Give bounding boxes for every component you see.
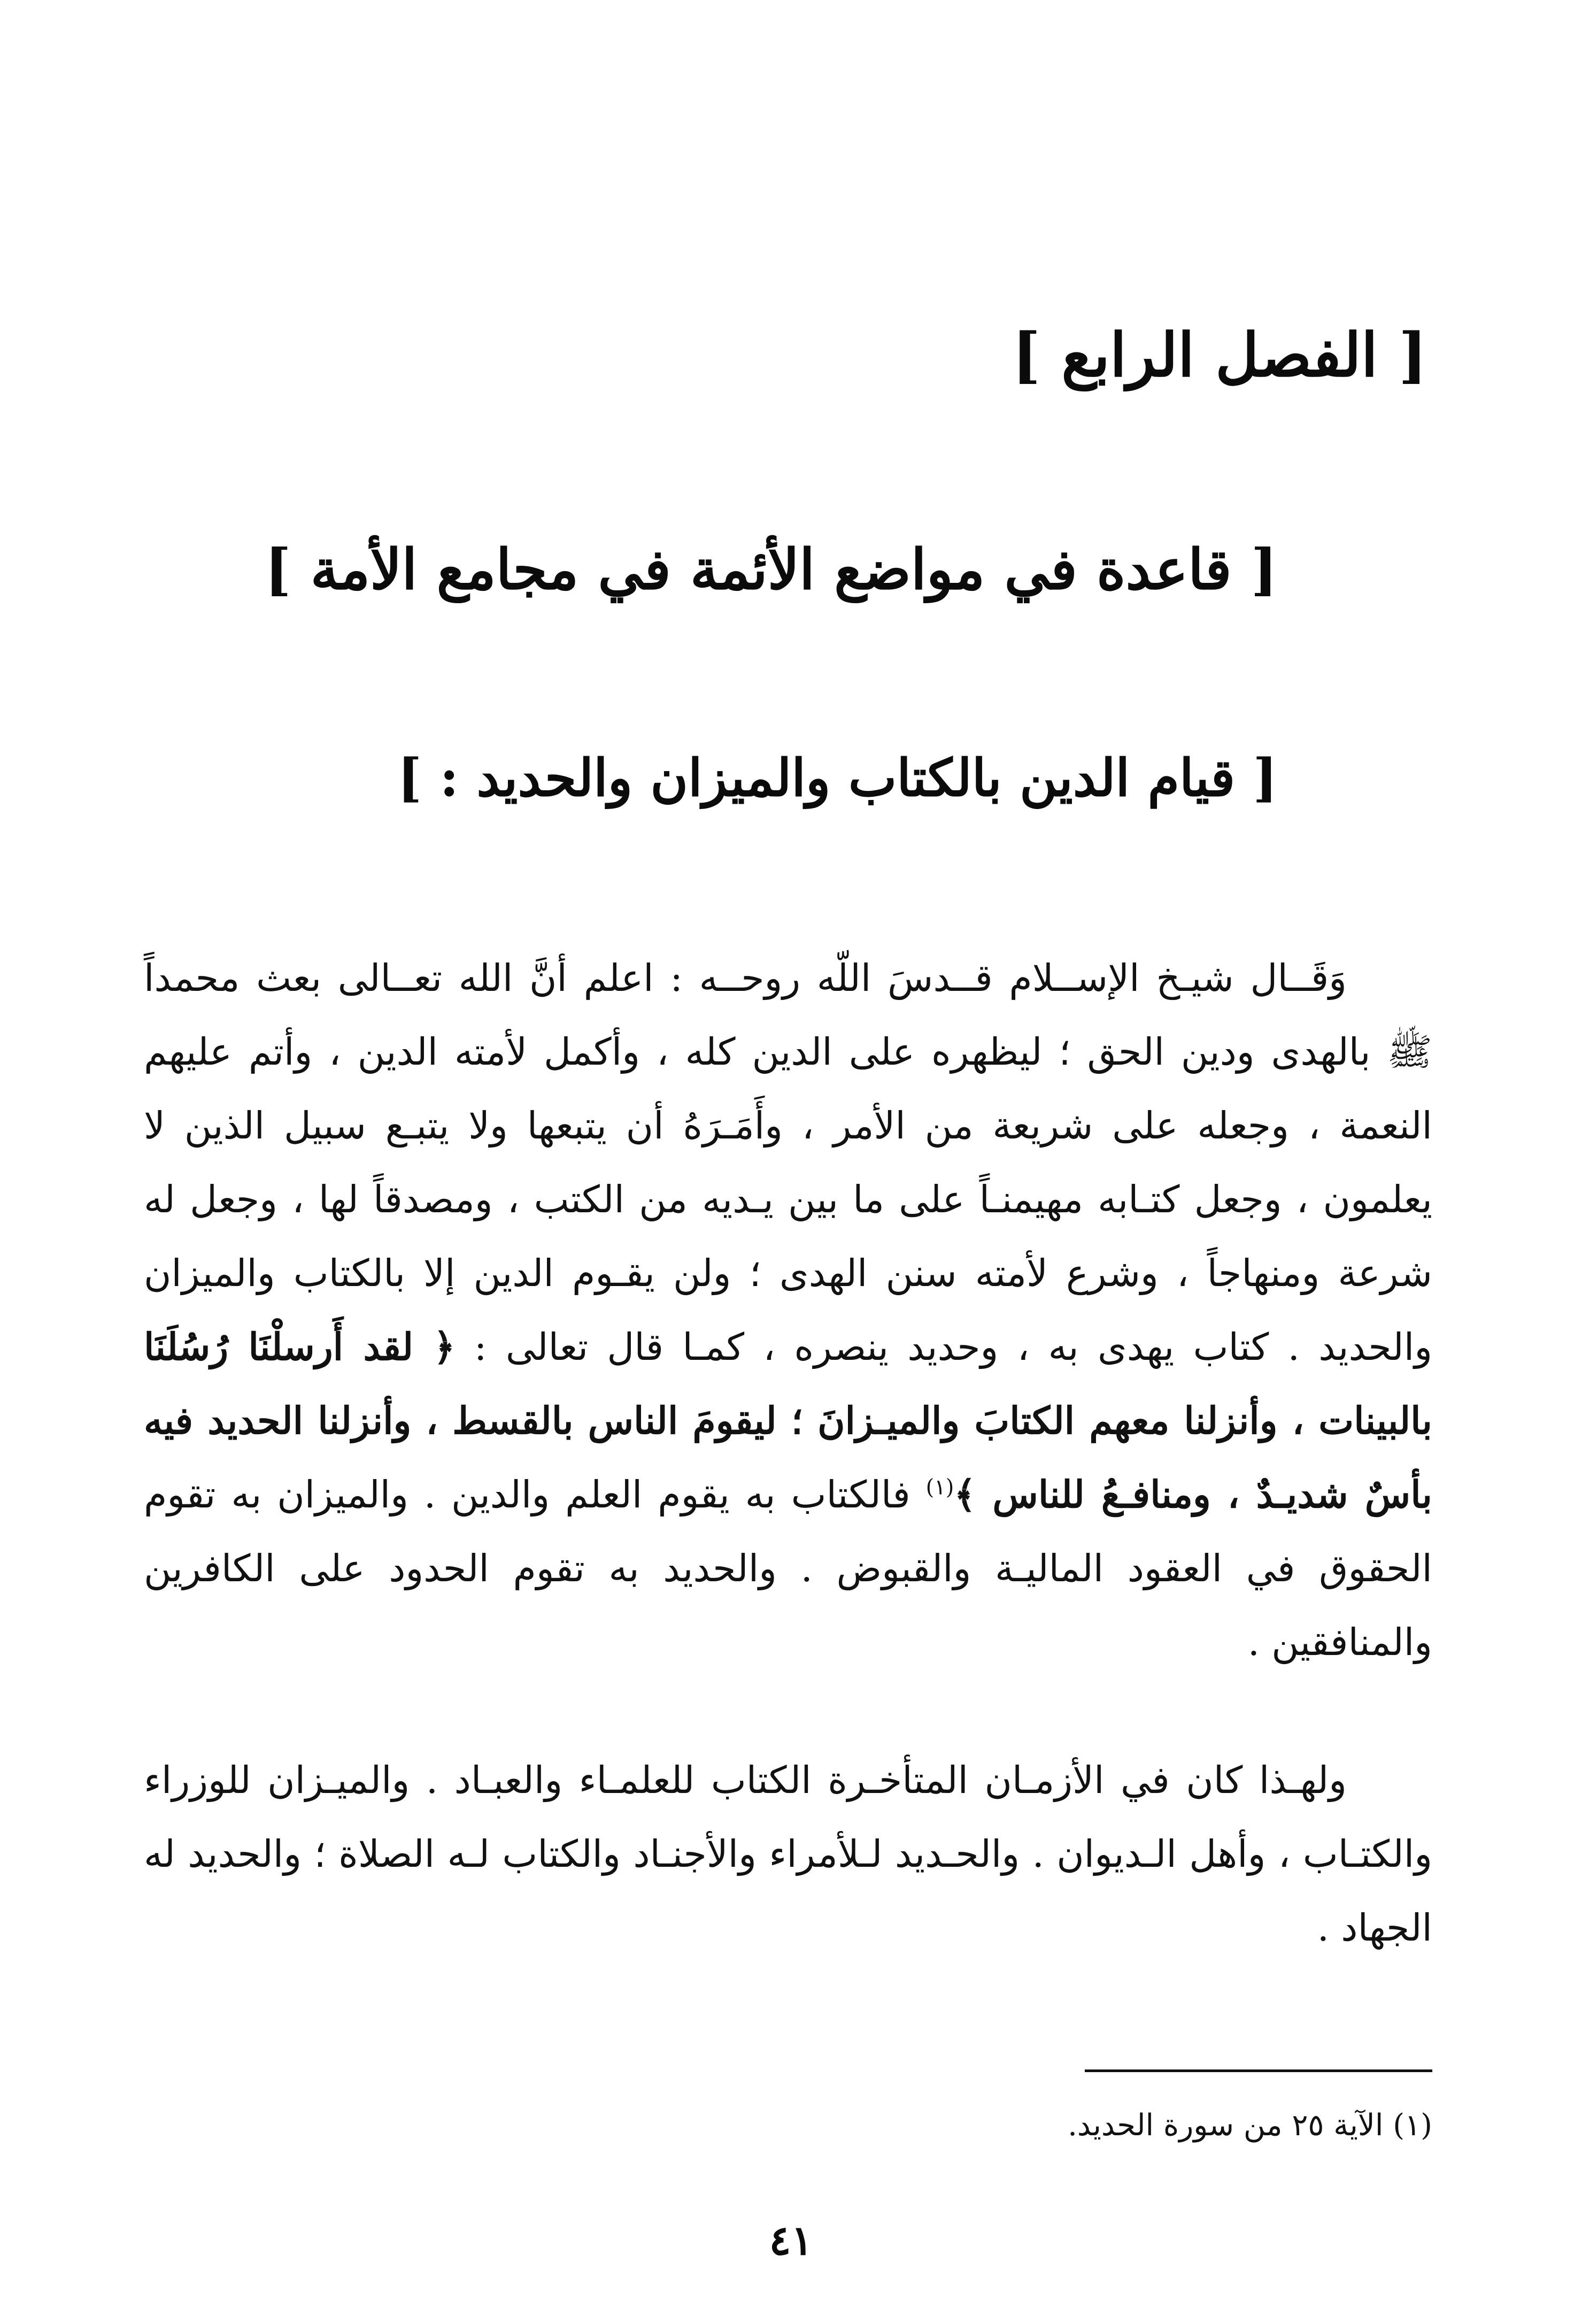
paragraph-1-intro: وَقَــال شيـخ الإســلام قــدسَ اللّه روحــه : اعلم أنَّ الله تعــالى بعث محمداً ﷺ بالهدى ودين الحق ؛ ليظهره على الدين كله ، وأكمل لأمته الدين ، وأتم عليهم النعمة ، وجعله على شريعة من الأمر ، وأَمَـرَهُ أن يتبعها ولا يتبـع سبيل الذين لا يعلمون ، وجعل كتـابه مهيمنـاً على ما بين يـديه من الكتب ، ومصدقاً لها ، وجعل له شرعة ومنهاجاً ، وشرع لأمته سنن الهدى ؛ ولن يقـوم الدين إلا بالكتاب والميزان والحديد . كتاب يهدى به ، وحديد ينصره ، كمـا قال تعالى :: [144, 956, 1433, 1369]
paragraph-1: [144, 941, 1432, 1679]
section-heading: [ قاعدة في مواضع الأئمة في مجامع الأمة ]: [265, 536, 1277, 602]
chapter-heading: [ الفصل الرابع ]: [1012, 320, 1427, 390]
quran-quote: ﴿ لقد أَرسلْنَا رُسُلَنَا بالبينات ، وأنزلنا معهم الكتابَ والميـزانَ ؛ ليقومَ الناس بالقسط ، وأنزلنا الحديد فيه بأسٌ شديـدٌ ، ومنافـعُ للناس ﴾: [144, 1325, 1433, 1517]
footnote-reference: (١): [925, 1475, 954, 1500]
footnote-divider: [1085, 2069, 1432, 2072]
page-number: ٤١: [769, 2217, 813, 2264]
paragraph-2: ولهـذا كان في الأزمـان المتأخـرة الكتاب للعلمـاء والعبـاد . والميـزان للوزراء والكتـاب ، وأهل الـديوان . والحـديد لـلأمراء والأجنـاد والكتاب لـه الصلاة ؛ والحديد له الجهاد .: [144, 1758, 1432, 1950]
paragraph-1-rest: فالكتاب به يقوم العلم والدين . والميزان به تقوم الحقوق في العقود الماليـة والقبوض . والحديد به تقوم الحدود على الكافرين والمنافقين .: [144, 1473, 1432, 1664]
subsection-heading: [ قيام الدين بالكتاب والميزان والحديد : ]: [397, 748, 1277, 808]
footnote: (١) الآية ٢٥ من سورة الحديد.: [1068, 2108, 1432, 2143]
